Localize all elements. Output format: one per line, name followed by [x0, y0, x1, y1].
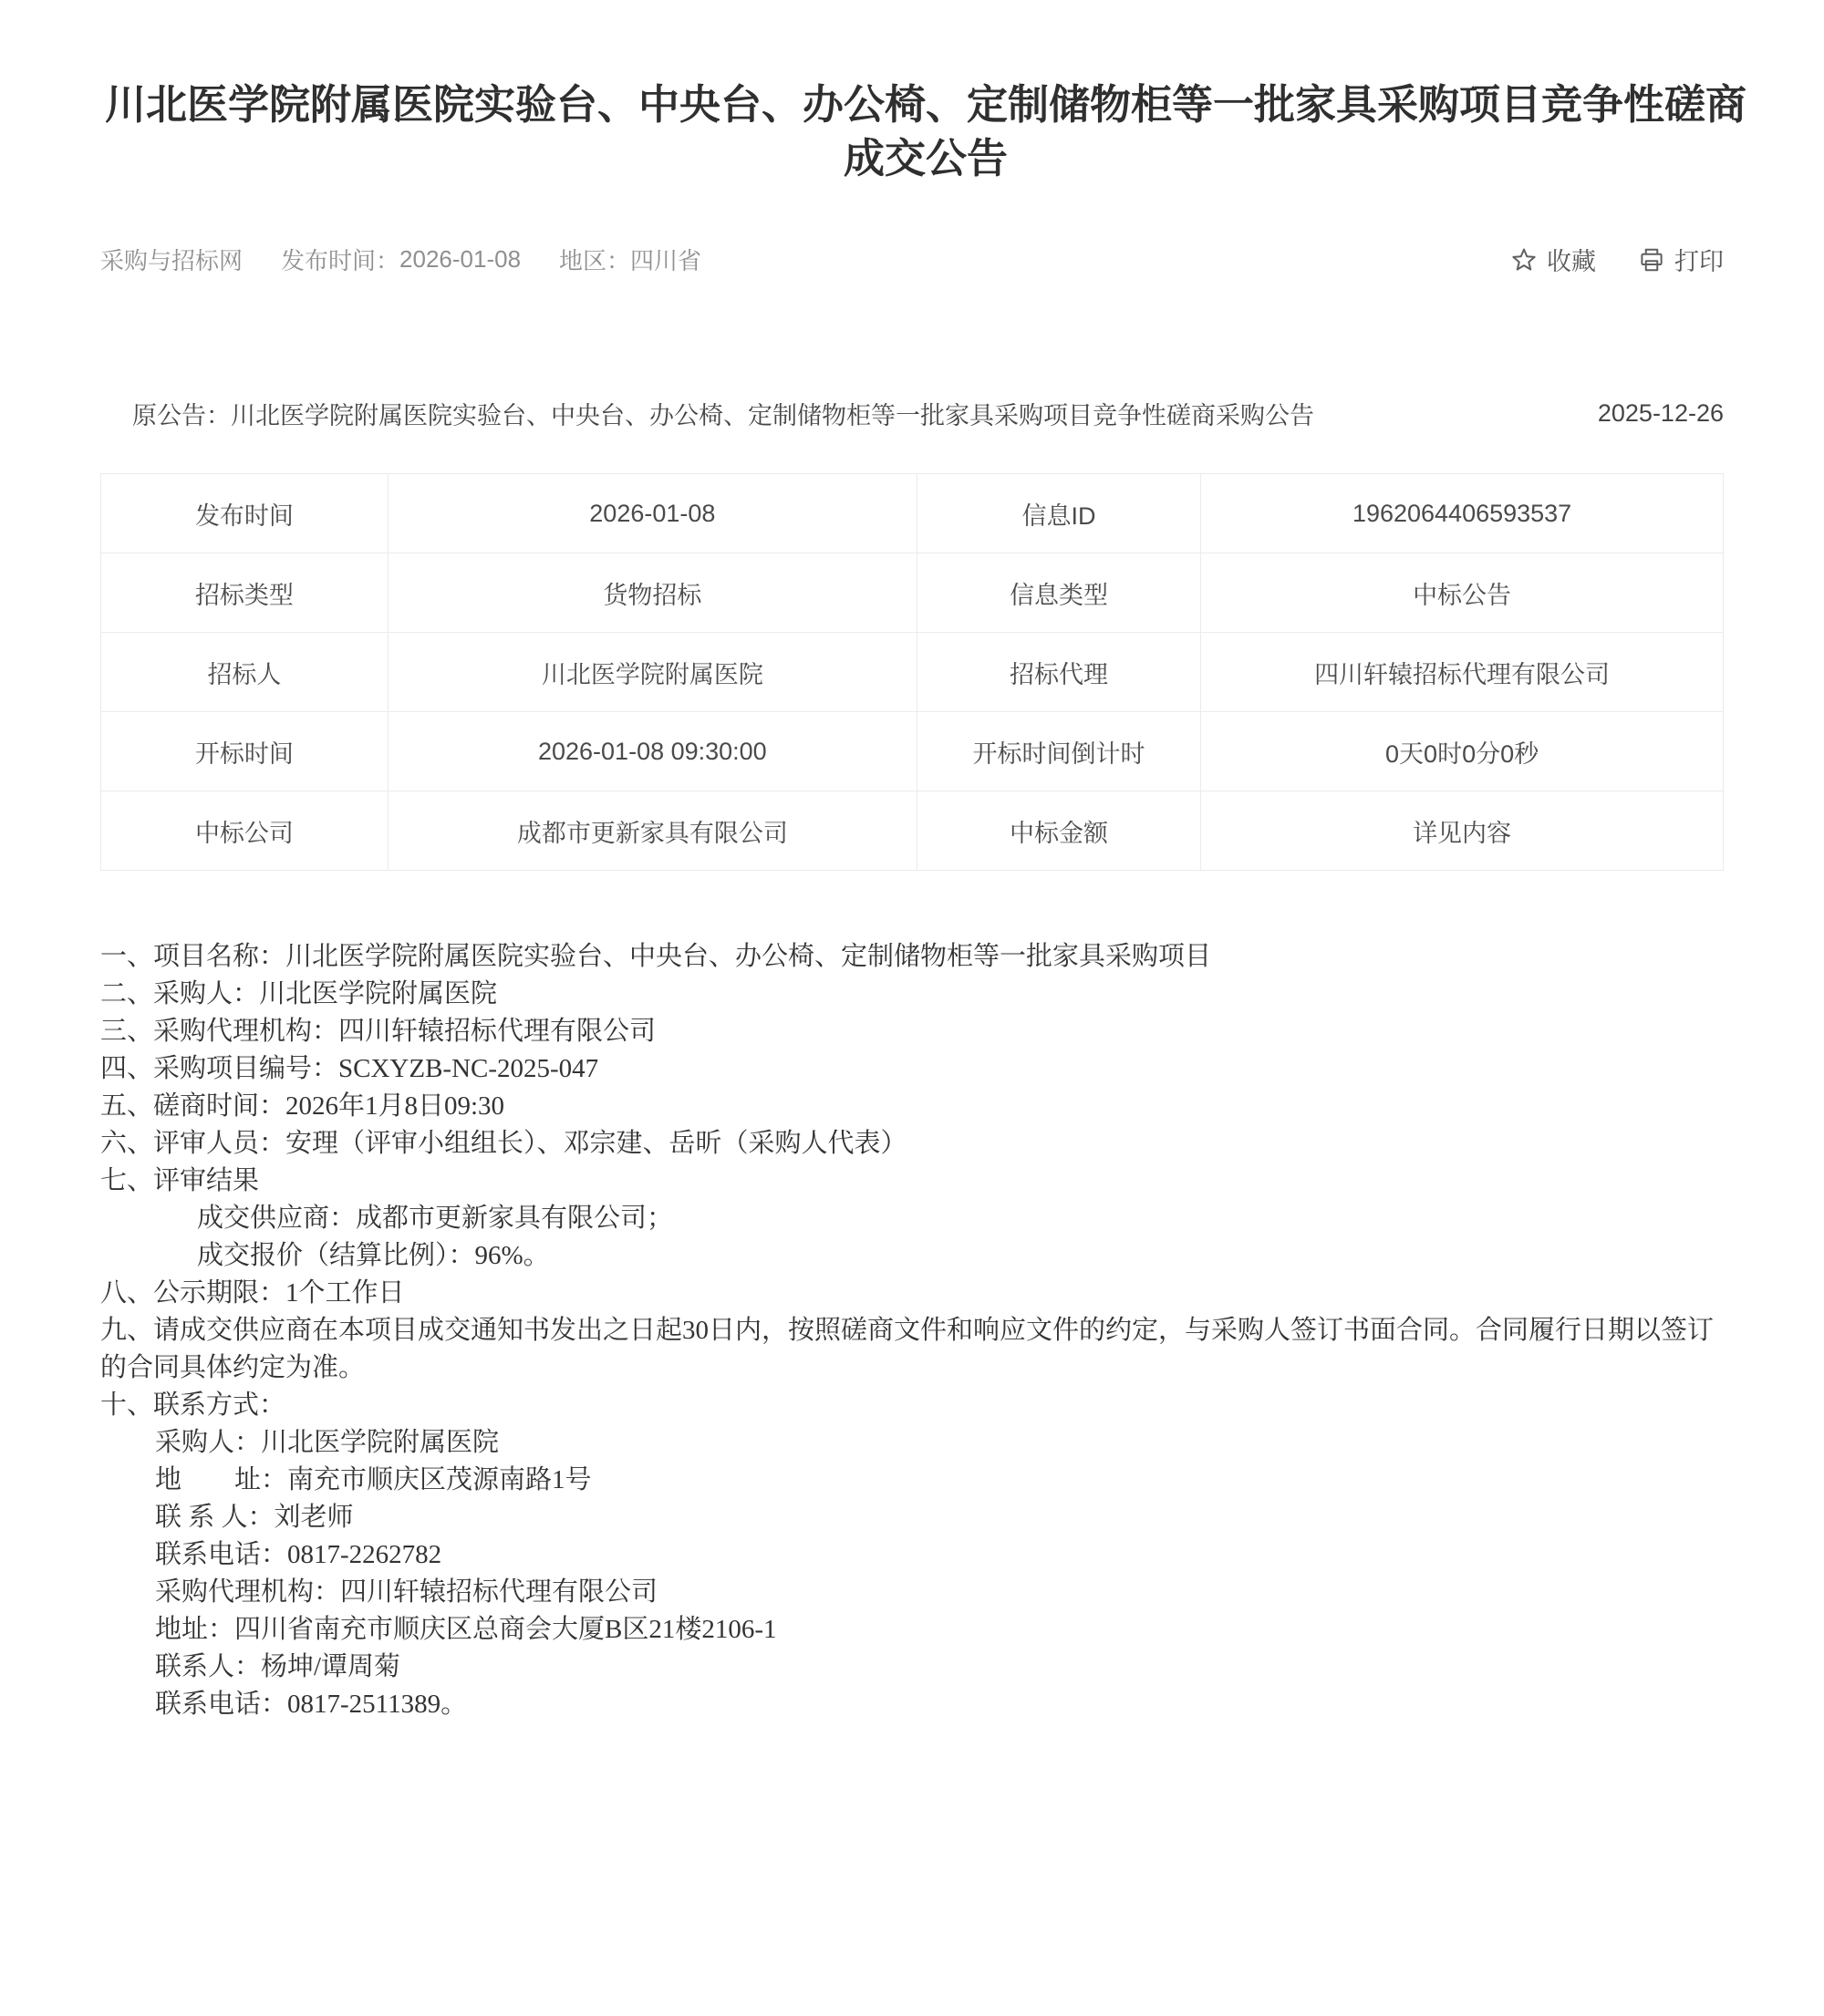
table-label-cell: 开标时间倒计时: [917, 712, 1200, 791]
body-line: 联系电话：0817-2262782: [155, 1540, 442, 1569]
meta-info: [100, 243, 701, 276]
original-announcement-row: [100, 396, 1724, 431]
body-line: 联 系 人：刘老师: [155, 1503, 354, 1532]
table-value-cell: 2026-01-08: [388, 474, 917, 553]
table-label-cell: 开标时间: [101, 712, 389, 791]
body-line: 成交供应商：成都市更新家具有限公司；: [197, 1204, 674, 1233]
publish-time-label: 发布时间：: [281, 247, 400, 274]
body-line: 七、评审结果: [100, 1166, 260, 1195]
table-value-cell: 货物招标: [388, 553, 917, 633]
table-value-cell: 四川轩辕招标代理有限公司: [1201, 633, 1724, 712]
table-label-cell: 招标类型: [101, 553, 389, 633]
body-line: 成交报价（结算比例）：96%。: [197, 1241, 550, 1270]
table-row: [101, 633, 1724, 712]
table-label-cell: 发布时间: [101, 474, 389, 553]
body-line: 地 址：南充市顺庆区茂源南路1号: [155, 1465, 592, 1494]
table-value-cell: 2026-01-08 09:30:00: [388, 712, 917, 791]
table-row: [101, 712, 1724, 791]
body-line: 联系人：杨坤/谭周菊: [155, 1652, 401, 1681]
region-label: 地区：: [559, 247, 631, 274]
body-line: 二、采购人：川北医学院附属医院: [100, 979, 498, 1008]
body-line: 采购代理机构：四川轩辕招标代理有限公司: [155, 1577, 658, 1607]
star-icon: [1510, 246, 1538, 274]
original-title: 川北医学院附属医院实验台、中央台、办公椅、定制储物柜等一批家具采购项目竞争性磋商采购公告: [231, 402, 1314, 429]
table-label-cell: 中标金额: [917, 791, 1200, 871]
region: [559, 243, 701, 276]
print-button[interactable]: [1638, 242, 1724, 277]
original-label: 原公告：: [132, 402, 231, 429]
table-value-cell: 中标公告: [1201, 553, 1724, 633]
favorite-button[interactable]: [1510, 242, 1596, 277]
table-row: [101, 474, 1724, 553]
table-value-cell: 0天0时0分0秒: [1201, 712, 1724, 791]
announcement-body: [100, 938, 1724, 1723]
body-line: 九、请成交供应商在本项目成交通知书发出之日起30日内，按照磋商文件和响应文件的约定，与采购人签订书面合同。合同履行日期以签订的合同具体约定为准。: [100, 1316, 1715, 1382]
table-value-cell: 川北医学院附属医院: [388, 633, 917, 712]
page-title: 川北医学院附属医院实验台、中央台、办公椅、定制储物柜等一批家具采购项目竞争性磋商成交公告: [104, 81, 1746, 181]
table-value-cell: 成都市更新家具有限公司: [388, 791, 917, 871]
body-line: 四、采购项目编号：SCXYZB-NC-2025-047: [100, 1054, 599, 1083]
body-line: 地址：四川省南充市顺庆区总商会大厦B区21楼2106-1: [155, 1615, 777, 1644]
body-line: 联系电话：0817-2511389。: [155, 1690, 468, 1719]
original-date: 2025-12-26: [1597, 399, 1724, 427]
body-line: 十、联系方式：: [100, 1391, 286, 1420]
table-label-cell: 信息ID: [917, 474, 1200, 553]
table-label-cell: 招标代理: [917, 633, 1200, 712]
table-label-cell: 信息类型: [917, 553, 1200, 633]
table-value-cell: 详见内容: [1201, 791, 1724, 871]
table-row: [101, 791, 1724, 871]
printer-icon: [1638, 246, 1665, 274]
body-line: 六、评审人员：安理（评审小组组长）、邓宗建、岳昕（采购人代表）: [100, 1129, 907, 1158]
site-name: 采购与招标网: [100, 247, 244, 274]
body-line: 五、磋商时间：2026年1月8日09:30: [100, 1091, 505, 1121]
meta-actions: [1510, 242, 1724, 277]
region-value: 四川省: [630, 247, 702, 274]
body-line: 采购人：川北医学院附属医院: [155, 1428, 500, 1457]
table-label-cell: 招标人: [101, 633, 389, 712]
print-label: 打印: [1674, 248, 1724, 275]
body-line: 一、项目名称：川北医学院附属医院实验台、中央台、办公椅、定制储物柜等一批家具采购项目: [100, 942, 1212, 971]
publish-time: [281, 243, 521, 276]
announcement-page: [0, 78, 1824, 1723]
table-label-cell: 中标公司: [101, 791, 389, 871]
body-line: 八、公示期限：1个工作日: [100, 1278, 405, 1308]
original-announcement-link[interactable]: [100, 396, 1314, 431]
body-line: 三、采购代理机构：四川轩辕招标代理有限公司: [100, 1017, 657, 1046]
table-row: [101, 553, 1724, 633]
meta-bar: [100, 242, 1724, 277]
table-value-cell: 1962064406593537: [1201, 474, 1724, 553]
info-table: [100, 473, 1724, 871]
favorite-label: 收藏: [1547, 248, 1596, 275]
publish-time-value: 2026-01-08: [399, 245, 522, 273]
